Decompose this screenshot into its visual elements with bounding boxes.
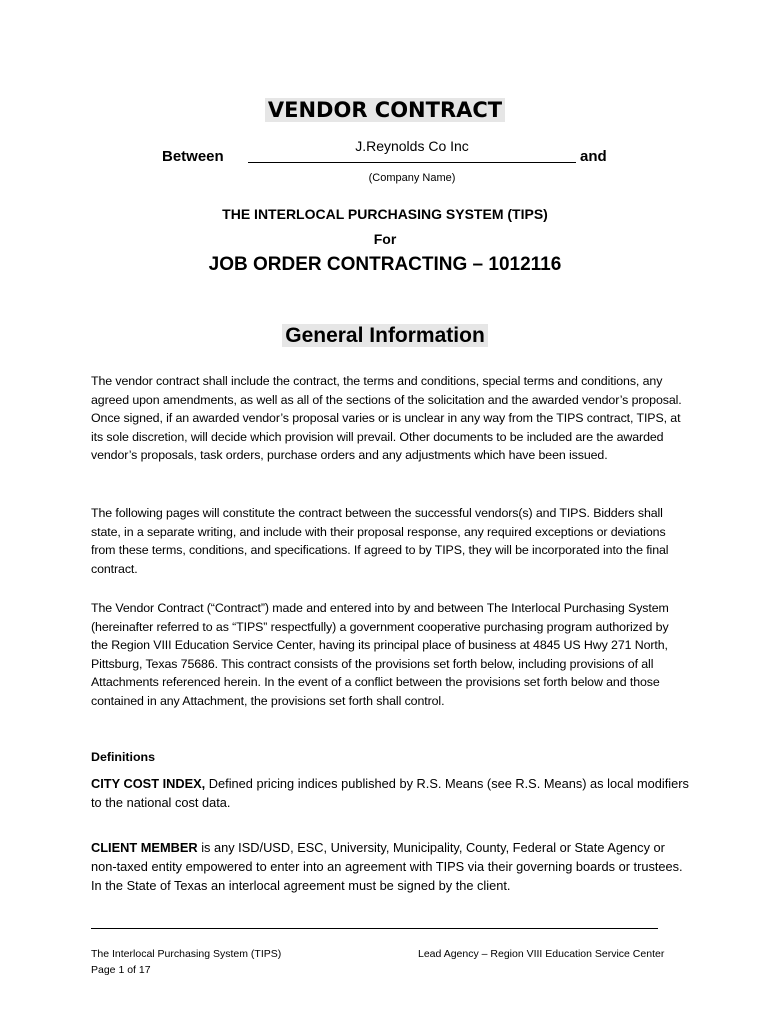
paragraph: The vendor contract shall include the contract, the terms and conditions, special terms and conditions, any agreed upon amendments, as well as all of the sections of the solicitation and the awarded vendor’s proposal. Once signed, if an awarded vendor’s proposal varies or is unclear in any way from the TIPS contract, TIPS, at its sole discretion, will decide which provision will prevail. Other documents to be included are the awarded vendor’s proposals, task orders, purchase orders and any adjustments which have been issued. [91, 374, 682, 463]
footer-divider [91, 928, 658, 929]
paragraph: The following pages will constitute the contract between the successful vendors(s) and TIPS. Bidders shall state, in a separate writing, and include with their proposal response, any required exceptions or deviations from these terms, conditions, and specifications. If agreed to by TIPS, they will be incorporated into the final contract. [91, 506, 669, 576]
definition-term: CLIENT MEMBER [91, 840, 198, 855]
company-name-caption: (Company Name) [368, 172, 456, 184]
section-title: General Information [0, 324, 770, 348]
and-label: and [580, 148, 607, 165]
definition-item [91, 838, 691, 895]
definition-text: Defined pricing indices published by R.S. Means (see R.S. Means) as local modifiers to the national cost data. [91, 776, 689, 810]
for-heading: For [373, 231, 397, 247]
contract-heading: JOB ORDER CONTRACTING – 1012116 [208, 254, 562, 275]
footer-left [91, 946, 281, 978]
footer-org: The Interlocal Purchasing System (TIPS) [91, 948, 282, 960]
tips-heading: THE INTERLOCAL PURCHASING SYSTEM (TIPS) [222, 206, 548, 222]
definition-text: is any ISD/USD, ESC, University, Municipality, County, Federal or State Agency or non-taxed entity empowered to enter into an agreement with TIPS via their governing boards or trustees. In the State of Texas an interlocal agreement must be signed by the client. [91, 840, 683, 893]
between-label: Between [162, 148, 224, 165]
company-name-value: J.Reynolds Co Inc [355, 138, 469, 154]
definition-term: CITY COST INDEX, [91, 776, 206, 791]
footer-lead-agency: Lead Agency – Region VIII Education Service Center [418, 948, 665, 960]
definition-item [91, 774, 691, 812]
footer-page-number: Page 1 of 17 [91, 964, 151, 976]
paragraph: The Vendor Contract (“Contract”) made and entered into by and between The Interlocal Purchasing System (hereinafter referred to as “TIPS” respectfully) a government cooperative purchasing program authorized by the Region VIII Education Service Center, having its principal place of business at 4845 US Hwy 271 North, Pittsburg, Texas 75686. This contract consists of the provisions set forth below, including provisions of all Attachments referenced herein. In the event of a conflict between the provisions set forth below and those contained in any Attachment, the provisions set forth shall control. [91, 601, 669, 708]
between-row [0, 134, 770, 170]
document-title: VENDOR CONTRACT [0, 98, 770, 122]
definitions-heading: Definitions [91, 750, 156, 764]
company-name-field[interactable] [248, 134, 576, 163]
